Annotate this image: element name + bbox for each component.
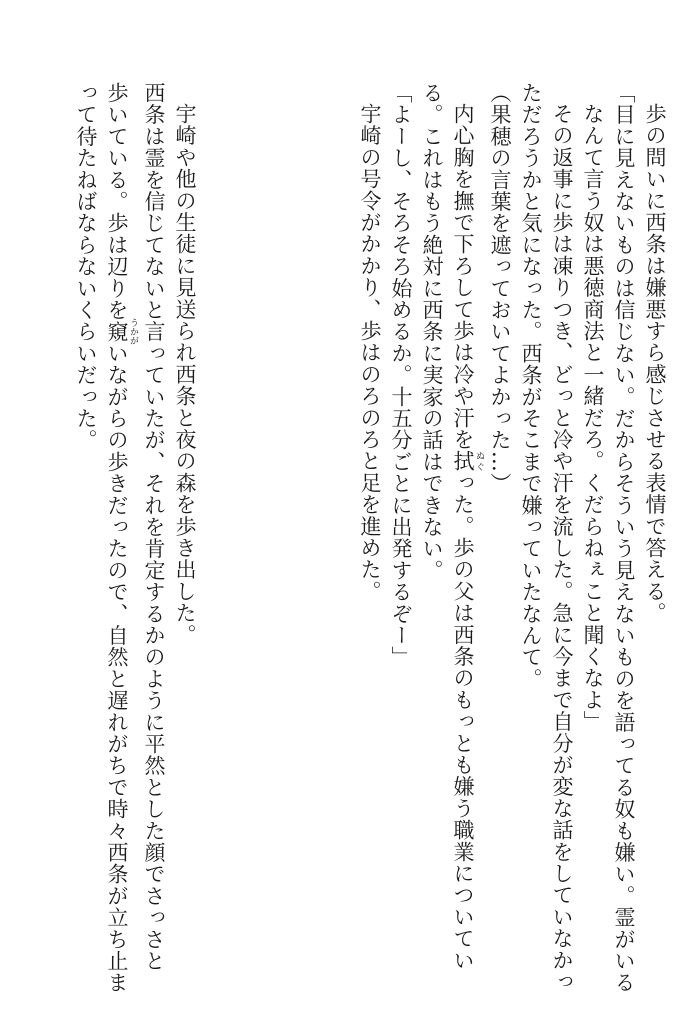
ruby-base: 拭 xyxy=(451,450,475,472)
text-line-with-ruby xyxy=(101,82,138,994)
text-line: 宇崎や他の生徒に見送られ西条と夜の森を歩き出した。 xyxy=(173,103,197,646)
text-segment: った。歩の父は西条のもっとも嫌う職業についてい xyxy=(451,471,475,972)
text-segment: いながらの歩きだったので、自然と遅れがちで時々西条が立ち止ま xyxy=(105,342,129,994)
ruby-text: ぬぐ xyxy=(474,450,484,472)
ruby-annotation xyxy=(451,450,484,472)
text-block-left xyxy=(70,82,200,994)
ruby-text: うかが xyxy=(128,318,138,346)
text-line: ただろうかと気になった。西条がそこまで嫌っていたなんて。 xyxy=(519,82,543,690)
text-line: って待たねばならないくらいだった。 xyxy=(74,82,98,451)
text-block-right xyxy=(354,82,670,994)
text-line: る。これはもう絶対に西条に実家の話はできない。 xyxy=(420,82,444,582)
text-line: 宇崎の号令がかかり、歩はのろのろと足を進めた。 xyxy=(358,103,382,603)
text-line: その返事に歩は凍りつき、どっと冷や汗を流した。急に今まで自分が変な話をしていなかっ xyxy=(550,103,574,993)
text-line: 「よーし、そろそろ始めるか。十五分ごとに出発するぞー」 xyxy=(389,82,413,668)
ruby-base: 窺 xyxy=(105,318,129,346)
text-line: （果穂の言葉を遮っておいてよかった…） xyxy=(488,82,512,495)
ruby-annotation xyxy=(105,318,138,346)
text-segment: 内心胸を撫で下ろして歩は冷や汗を xyxy=(451,103,475,451)
text-line: 「目に見えないものは信じない。だからそういう見えないものを語ってる奴も嫌い。霊がいる xyxy=(612,82,636,994)
text-line: 西条は霊を信じてないと言っていたが、それを肯定するかのように平然とした顔でさっさと xyxy=(142,82,166,972)
text-segment: 歩いている。歩は辺りを xyxy=(105,82,129,321)
text-line-with-ruby xyxy=(447,82,484,982)
text-line: なんて言う奴は悪徳商法と一緒だろ。くだらねぇこと聞くなよ」 xyxy=(581,103,605,733)
text-line: 歩の問いに西条は嫌悪すら感じさせる表情で答える。 xyxy=(643,103,667,624)
